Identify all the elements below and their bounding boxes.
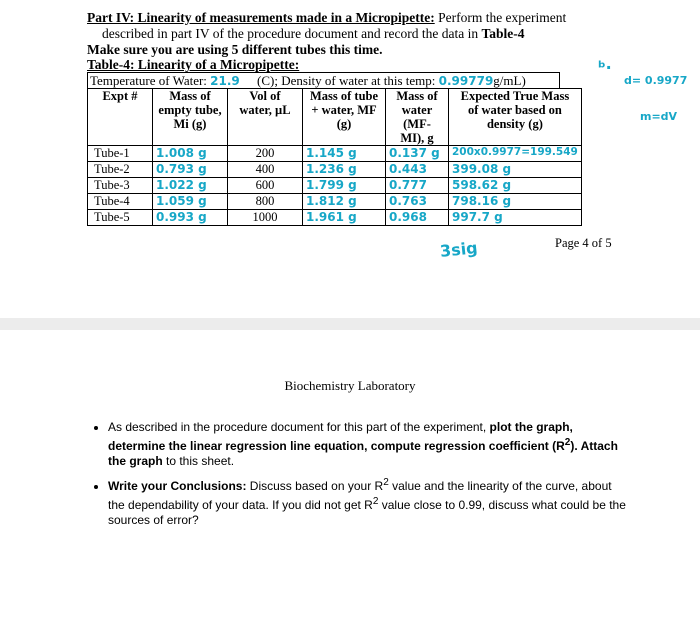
volume-cell: 200 [228, 146, 303, 162]
table-reference: Table-4 [481, 26, 525, 41]
table-row [88, 178, 582, 194]
density-side-note: d= 0.9977 [624, 74, 688, 87]
volume-cell: 1000 [228, 210, 303, 226]
header-water-mass: Mass of water (MF- MI), g [386, 89, 449, 146]
table-header-row [88, 89, 582, 146]
part-instruction-cont: described in part IV of the procedure document and record the data in [102, 26, 482, 41]
empty-mass-cell: 1.059 g [153, 194, 228, 210]
header-empty-tube: Mass of empty tube, Mi (g) [153, 89, 228, 146]
table-row [88, 162, 582, 178]
header-volume: Vol of water, µL [228, 89, 303, 146]
filled-mass-cell: 1.236 g [303, 162, 386, 178]
tube-label: Tube-5 [88, 210, 153, 226]
empty-mass-cell: 1.022 g [153, 178, 228, 194]
header-tube-plus-water: Mass of tube + water, MF (g) [303, 89, 386, 146]
tube-label: Tube-3 [88, 178, 153, 194]
expected-mass-cell: 598.62 g [449, 178, 582, 194]
tube-label: Tube-1 [88, 146, 153, 162]
page-number: Page 4 of 5 [555, 236, 612, 250]
table-row [88, 146, 582, 162]
table-row [88, 210, 582, 226]
volume-cell: 400 [228, 162, 303, 178]
instruction-conclusions: • Write your Conclusions: Discuss based on your $R^2$ value and the linearity of the curve, about the dependability of your data. If you did not get $R^2$ value close to 0.99, discuss what could be the sources of error? [108, 475, 628, 528]
instructions-list [88, 420, 628, 534]
temperature-value: 21.9 [210, 74, 240, 88]
temperature-label: Temperature of Water: [90, 73, 207, 88]
density-label: (C); Density of water at this temp: [257, 73, 436, 88]
empty-mass-cell: 0.793 g [153, 162, 228, 178]
tube-label: Tube-4 [88, 194, 153, 210]
table-row [88, 194, 582, 210]
filled-mass-cell: 1.812 g [303, 194, 386, 210]
density-value: 0.99779 [438, 74, 494, 88]
density-unit: g/mL) [493, 73, 526, 88]
temperature-row [87, 72, 560, 89]
sig-figs-note: 3sig [439, 238, 479, 261]
filled-mass-cell: 1.145 g [303, 146, 386, 162]
header-expt: Expt # [88, 89, 153, 146]
expected-mass-cell: 798.16 g [449, 194, 582, 210]
lab-header: Biochemistry Laboratory [284, 378, 416, 393]
water-mass-cell: 0.443 [386, 162, 449, 178]
linearity-table [87, 88, 582, 226]
volume-cell: 800 [228, 194, 303, 210]
water-mass-cell: 0.777 [386, 178, 449, 194]
header-expected-mass: Expected True Mass of water based on density (g) [449, 89, 582, 146]
part-heading-line2 [102, 26, 525, 42]
tube-note: Make sure you are using 5 different tubes this time. [87, 42, 383, 57]
volume-cell: 600 [228, 178, 303, 194]
part-title: Part IV: Linearity of measurements made in a Micropipette: [87, 10, 435, 25]
expected-mass-cell: 399.08 g [449, 162, 582, 178]
water-mass-cell: 0.968 [386, 210, 449, 226]
water-mass-cell: 0.137 g [386, 146, 449, 162]
empty-mass-cell: 1.008 g [153, 146, 228, 162]
part-instruction: Perform the experiment [434, 10, 567, 25]
density-symbol-note: ᵇ· [598, 58, 612, 77]
expected-mass-cell: 997.7 g [449, 210, 582, 226]
mass-formula-note: m=dV [640, 110, 678, 123]
expected-mass-cell: 200x0.9977=199.549 [449, 146, 582, 162]
tube-label: Tube-2 [88, 162, 153, 178]
empty-mass-cell: 0.993 g [153, 210, 228, 226]
filled-mass-cell: 1.961 g [303, 210, 386, 226]
instruction-graph: • As described in the procedure document for this part of the experiment, plot the graph, determine the linear regression line equation, compute regression coefficient $(R^2)$. Attach the graph to this sheet. [108, 420, 628, 469]
filled-mass-cell: 1.799 g [303, 178, 386, 194]
water-mass-cell: 0.763 [386, 194, 449, 210]
table-title: Table-4: Linearity of a Micropipette: [87, 57, 300, 72]
part-heading [87, 10, 566, 26]
